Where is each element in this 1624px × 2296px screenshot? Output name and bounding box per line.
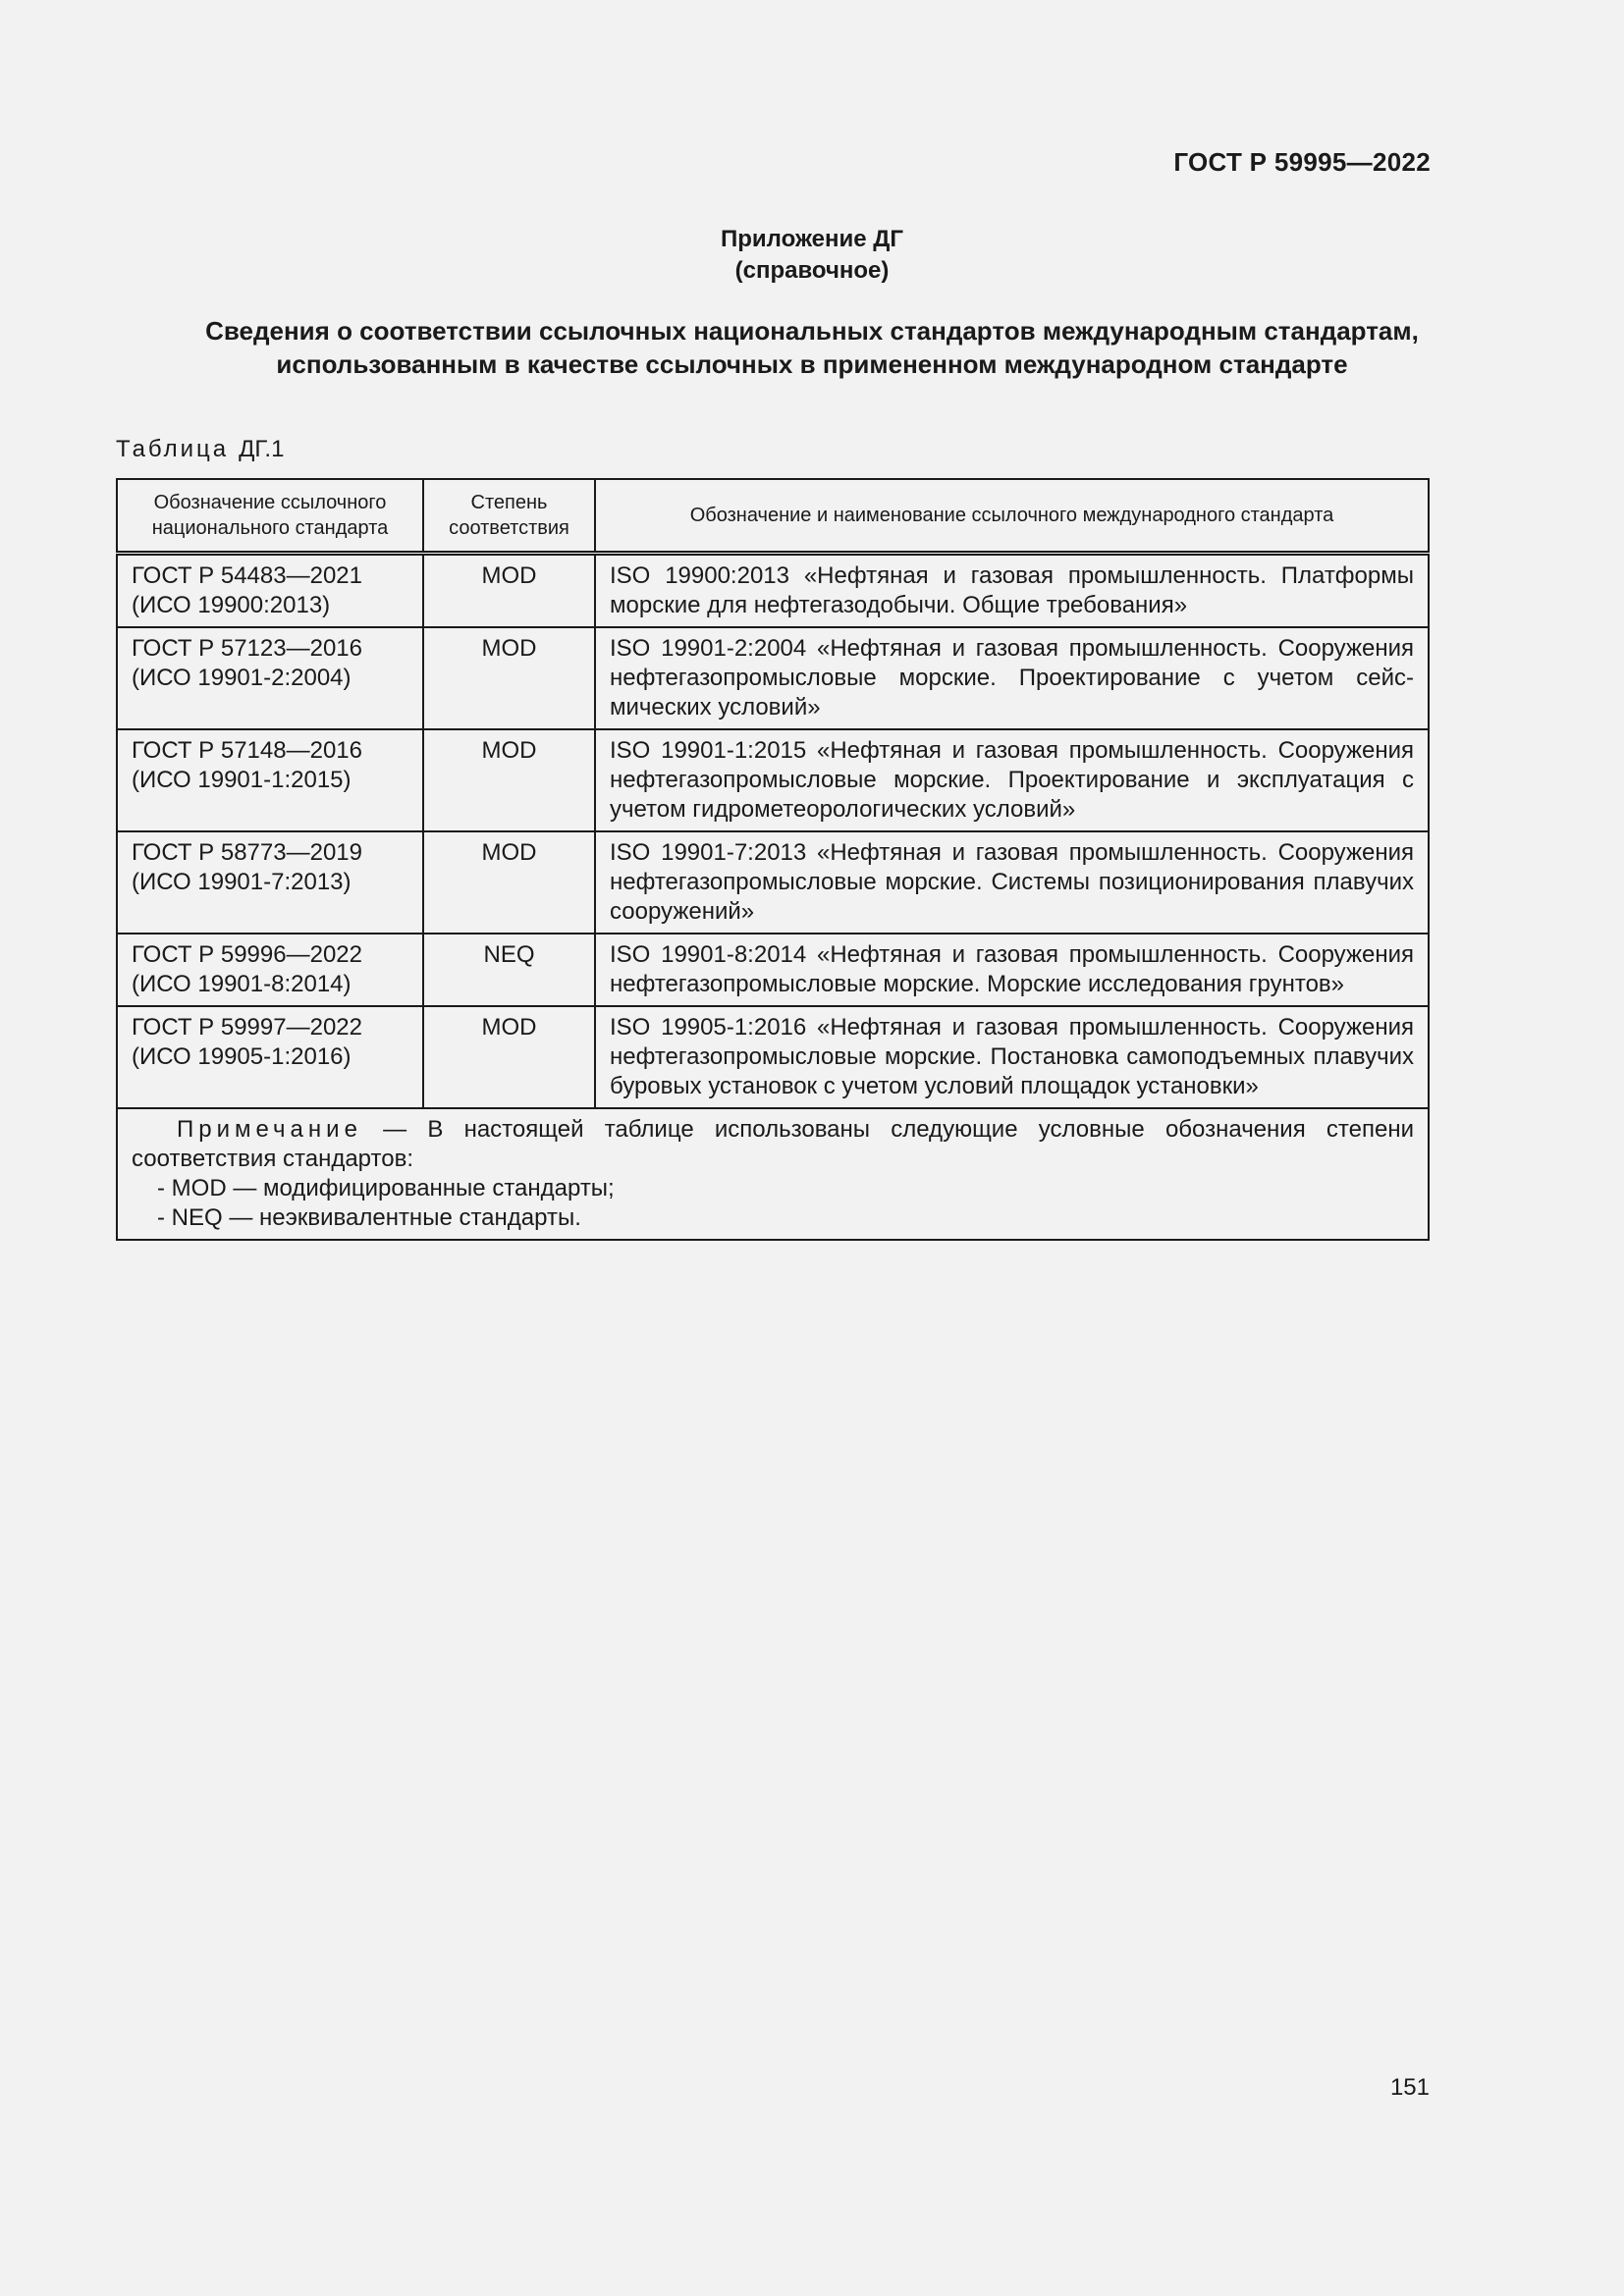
national-standard-iso-ref: (ИСО 19905-1:2016)	[132, 1043, 352, 1070]
standards-correspondence-table	[116, 478, 1430, 1241]
document-number: ГОСТ Р 59995—2022	[1173, 147, 1431, 177]
degree-cell: MOD	[423, 831, 595, 934]
national-standard-iso-ref: (ИСО 19901-1:2015)	[132, 767, 352, 793]
section-title-line-1: Сведения о соответствии ссылочных национальных стандартов международным стандартам,	[205, 316, 1419, 346]
international-standard-cell: ISO 19901-7:2013 «Нефтяная и газовая промышленность. Сооружения нефтегазопромысловые морские. Системы позиционирования плавучих сооружений»	[595, 831, 1429, 934]
national-standard-cell	[117, 627, 423, 729]
page-number: 151	[1389, 2074, 1430, 2101]
degree-cell: MOD	[423, 554, 595, 628]
national-standard-cell	[117, 1006, 423, 1108]
national-standard-designation: ГОСТ Р 54483—2021	[132, 562, 362, 589]
national-standard-cell	[117, 554, 423, 628]
national-standard-designation: ГОСТ Р 59996—2022	[132, 941, 362, 968]
note-item-neq: - NEQ — неэквивалентные стандарты.	[157, 1204, 581, 1231]
table-row	[117, 729, 1429, 831]
international-standard-cell: ISO 19901-2:2004 «Нефтяная и газовая промышленность. Сооружения нефтегазопромысловые морские. Проектирование с учетом сейсмических условий»	[595, 627, 1429, 729]
header-national-standard: Обозначение ссылочного национального стандарта	[117, 479, 423, 554]
table-note-row	[117, 1108, 1429, 1240]
international-standard-cell: ISO 19901-8:2014 «Нефтяная и газовая промышленность. Сооружения нефтегазопромысловые морские. Морские исследования грунтов»	[595, 934, 1429, 1006]
degree-cell: MOD	[423, 729, 595, 831]
degree-cell: MOD	[423, 1006, 595, 1108]
national-standard-cell	[117, 729, 423, 831]
international-standard-cell: ISO 19900:2013 «Нефтяная и газовая промышленность. Платформы морские для нефтегазодобычи. Общие требования»	[595, 554, 1429, 628]
appendix-subtitle: (справочное)	[734, 257, 890, 284]
appendix-title: Приложение ДГ	[721, 226, 903, 252]
national-standard-iso-ref: (ИСО 19900:2013)	[132, 592, 331, 618]
header-degree: Степень соответствия	[423, 479, 595, 554]
table-row	[117, 1006, 1429, 1108]
table-header-row	[117, 479, 1429, 554]
national-standard-cell	[117, 831, 423, 934]
table-caption	[116, 436, 284, 463]
note-text: — В настоящей таблице использованы следующие условные обозначения степени соответствия стандартов:	[132, 1116, 1414, 1172]
national-standard-designation: ГОСТ Р 58773—2019	[132, 839, 362, 866]
section-title-line-2: использованным в качестве ссылочных в примененном международном стандарте	[276, 349, 1348, 379]
table-row	[117, 831, 1429, 934]
table-caption-label: Таблица	[116, 436, 230, 462]
degree-cell: NEQ	[423, 934, 595, 1006]
table-caption-number: ДГ.1	[239, 436, 285, 462]
table-row	[117, 627, 1429, 729]
table-row	[117, 554, 1429, 628]
national-standard-iso-ref: (ИСО 19901-2:2004)	[132, 665, 352, 691]
international-standard-cell: ISO 19905-1:2016 «Нефтяная и газовая промышленность. Сооружения нефтегазопромысловые морские. Постановка самоподъемных плавучих буровых установок с учетом условий площадок установки»	[595, 1006, 1429, 1108]
table-note	[117, 1108, 1429, 1240]
section-title	[79, 314, 1545, 381]
appendix-heading	[0, 224, 1624, 287]
table-row	[117, 934, 1429, 1006]
degree-cell: MOD	[423, 627, 595, 729]
national-standard-iso-ref: (ИСО 19901-8:2014)	[132, 971, 352, 997]
note-paragraph	[132, 1115, 1414, 1174]
national-standard-iso-ref: (ИСО 19901-7:2013)	[132, 869, 352, 895]
national-standard-designation: ГОСТ Р 57148—2016	[132, 737, 362, 764]
national-standard-cell	[117, 934, 423, 1006]
note-label: Примечание	[177, 1116, 362, 1143]
national-standard-designation: ГОСТ Р 59997—2022	[132, 1014, 362, 1041]
note-item-mod: - MOD — модифицированные стандарты;	[157, 1175, 615, 1201]
national-standard-designation: ГОСТ Р 57123—2016	[132, 635, 362, 662]
international-standard-cell: ISO 19901-1:2015 «Нефтяная и газовая промышленность. Сооружения нефтегазопромысловые морские. Проектирование и эксплуатация с учетом гидрометеорологических условий»	[595, 729, 1429, 831]
header-international-standard: Обозначение и наименование ссылочного международного стандарта	[595, 479, 1429, 554]
